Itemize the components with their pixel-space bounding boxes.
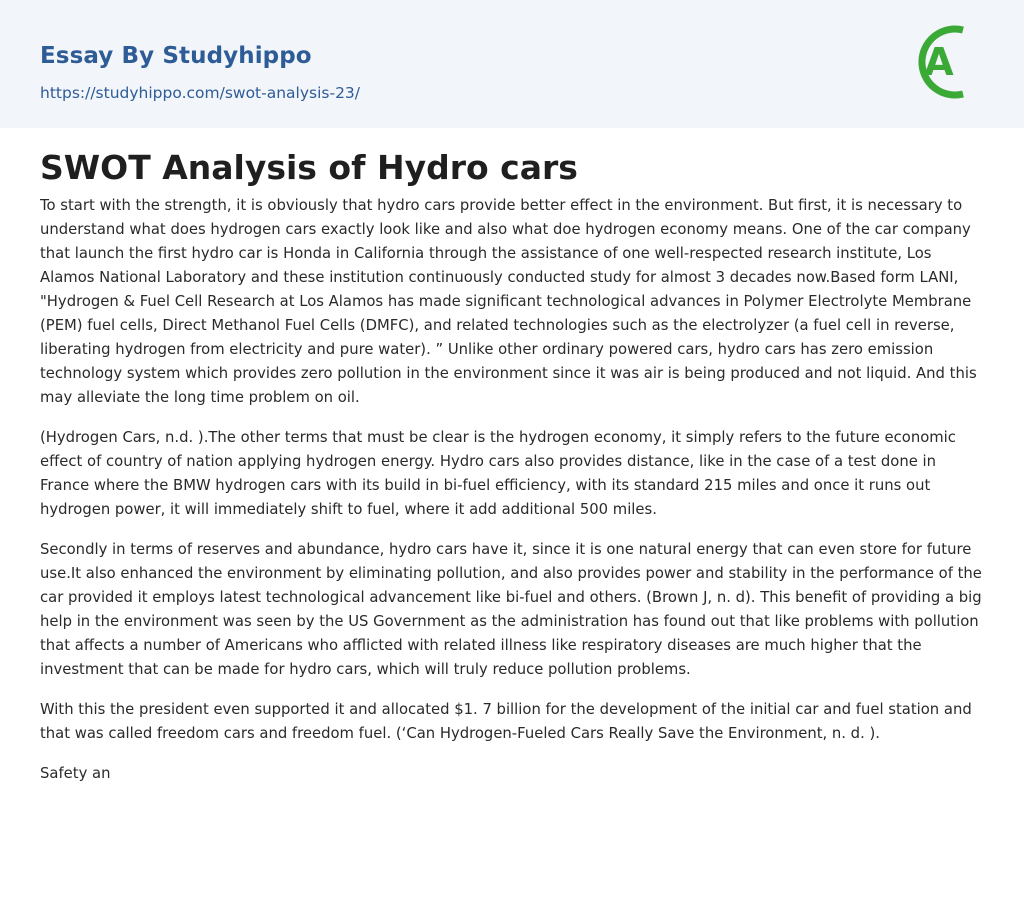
page-title: SWOT Analysis of Hydro cars — [40, 148, 578, 187]
logo-letter: A — [924, 40, 954, 84]
article — [0, 128, 1024, 786]
paragraph: To start with the strength, it is obviously that hydro cars provide better effect in the environment. But first, it is necessary to understand what does hydrogen cars exactly look like and also what doe hydrogen economy means. One of the car company that launch the first hydro car is Honda in California through the assistance of one well-respected research institute, Los Alamos National Laboratory and these institution continuously conducted study for almost 3 decades now.Based form LANI, "Hydrogen & Fuel Cell Research at Los Alamos has made significant technological advances in Polymer Electrolyte Membrane (PEM) fuel cells, Direct Methanol Fuel Cells (DMFC), and related technologies such as the electrolyzer (a fuel cell in reverse, liberating hydrogen from electricity and pure water). ” Unlike other ordinary powered cars, hydro cars has zero emission technology system which provides zero pollution in the environment since it was air is being produced and not liquid. And this may alleviate the long time problem on oil. — [40, 197, 977, 406]
site-brand[interactable]: Essay By Studyhippo — [40, 43, 312, 69]
logo-icon[interactable] — [913, 19, 985, 105]
paragraph: Secondly in terms of reserves and abundance, hydro cars have it, since it is one natural energy that can even store for future use.It also enhanced the environment by eliminating pollution, and also provides power and stability in the performance of the car provided it employs latest technological advancement like bi-fuel and others. (Brown J, n. d). This benefit of providing a big help in the environment was seen by the US Government as the administration has found out that like problems with pollution that affects a number of Americans who afflicted with related illness like respiratory diseases are much higher that the investment that can be made for hydro cars, which will truly reduce pollution problems. — [40, 541, 982, 678]
source-url-link[interactable]: https://studyhippo.com/swot-analysis-23/ — [40, 84, 361, 102]
paragraph: With this the president even supported it and allocated $1. 7 billion for the development of the initial car and fuel station and that was called freedom cars and freedom fuel. (‘Can Hydrogen-Fueled Cars Really Save the Environment, n. d. ). — [40, 701, 972, 742]
article-body — [40, 194, 984, 786]
paragraph: (Hydrogen Cars, n.d. ).The other terms that must be clear is the hydrogen economy, it simply refers to the future economic effect of country of nation applying hydrogen energy. Hydro cars also provides distance, like in the case of a test done in France where the BMW hydrogen cars with its build in bi-fuel efficiency, with its standard 215 miles and once it runs out hydrogen power, it will immediately shift to fuel, where it add additional 500 miles. — [40, 429, 956, 518]
site-header — [0, 0, 1024, 128]
paragraph: Safety an — [40, 765, 111, 782]
